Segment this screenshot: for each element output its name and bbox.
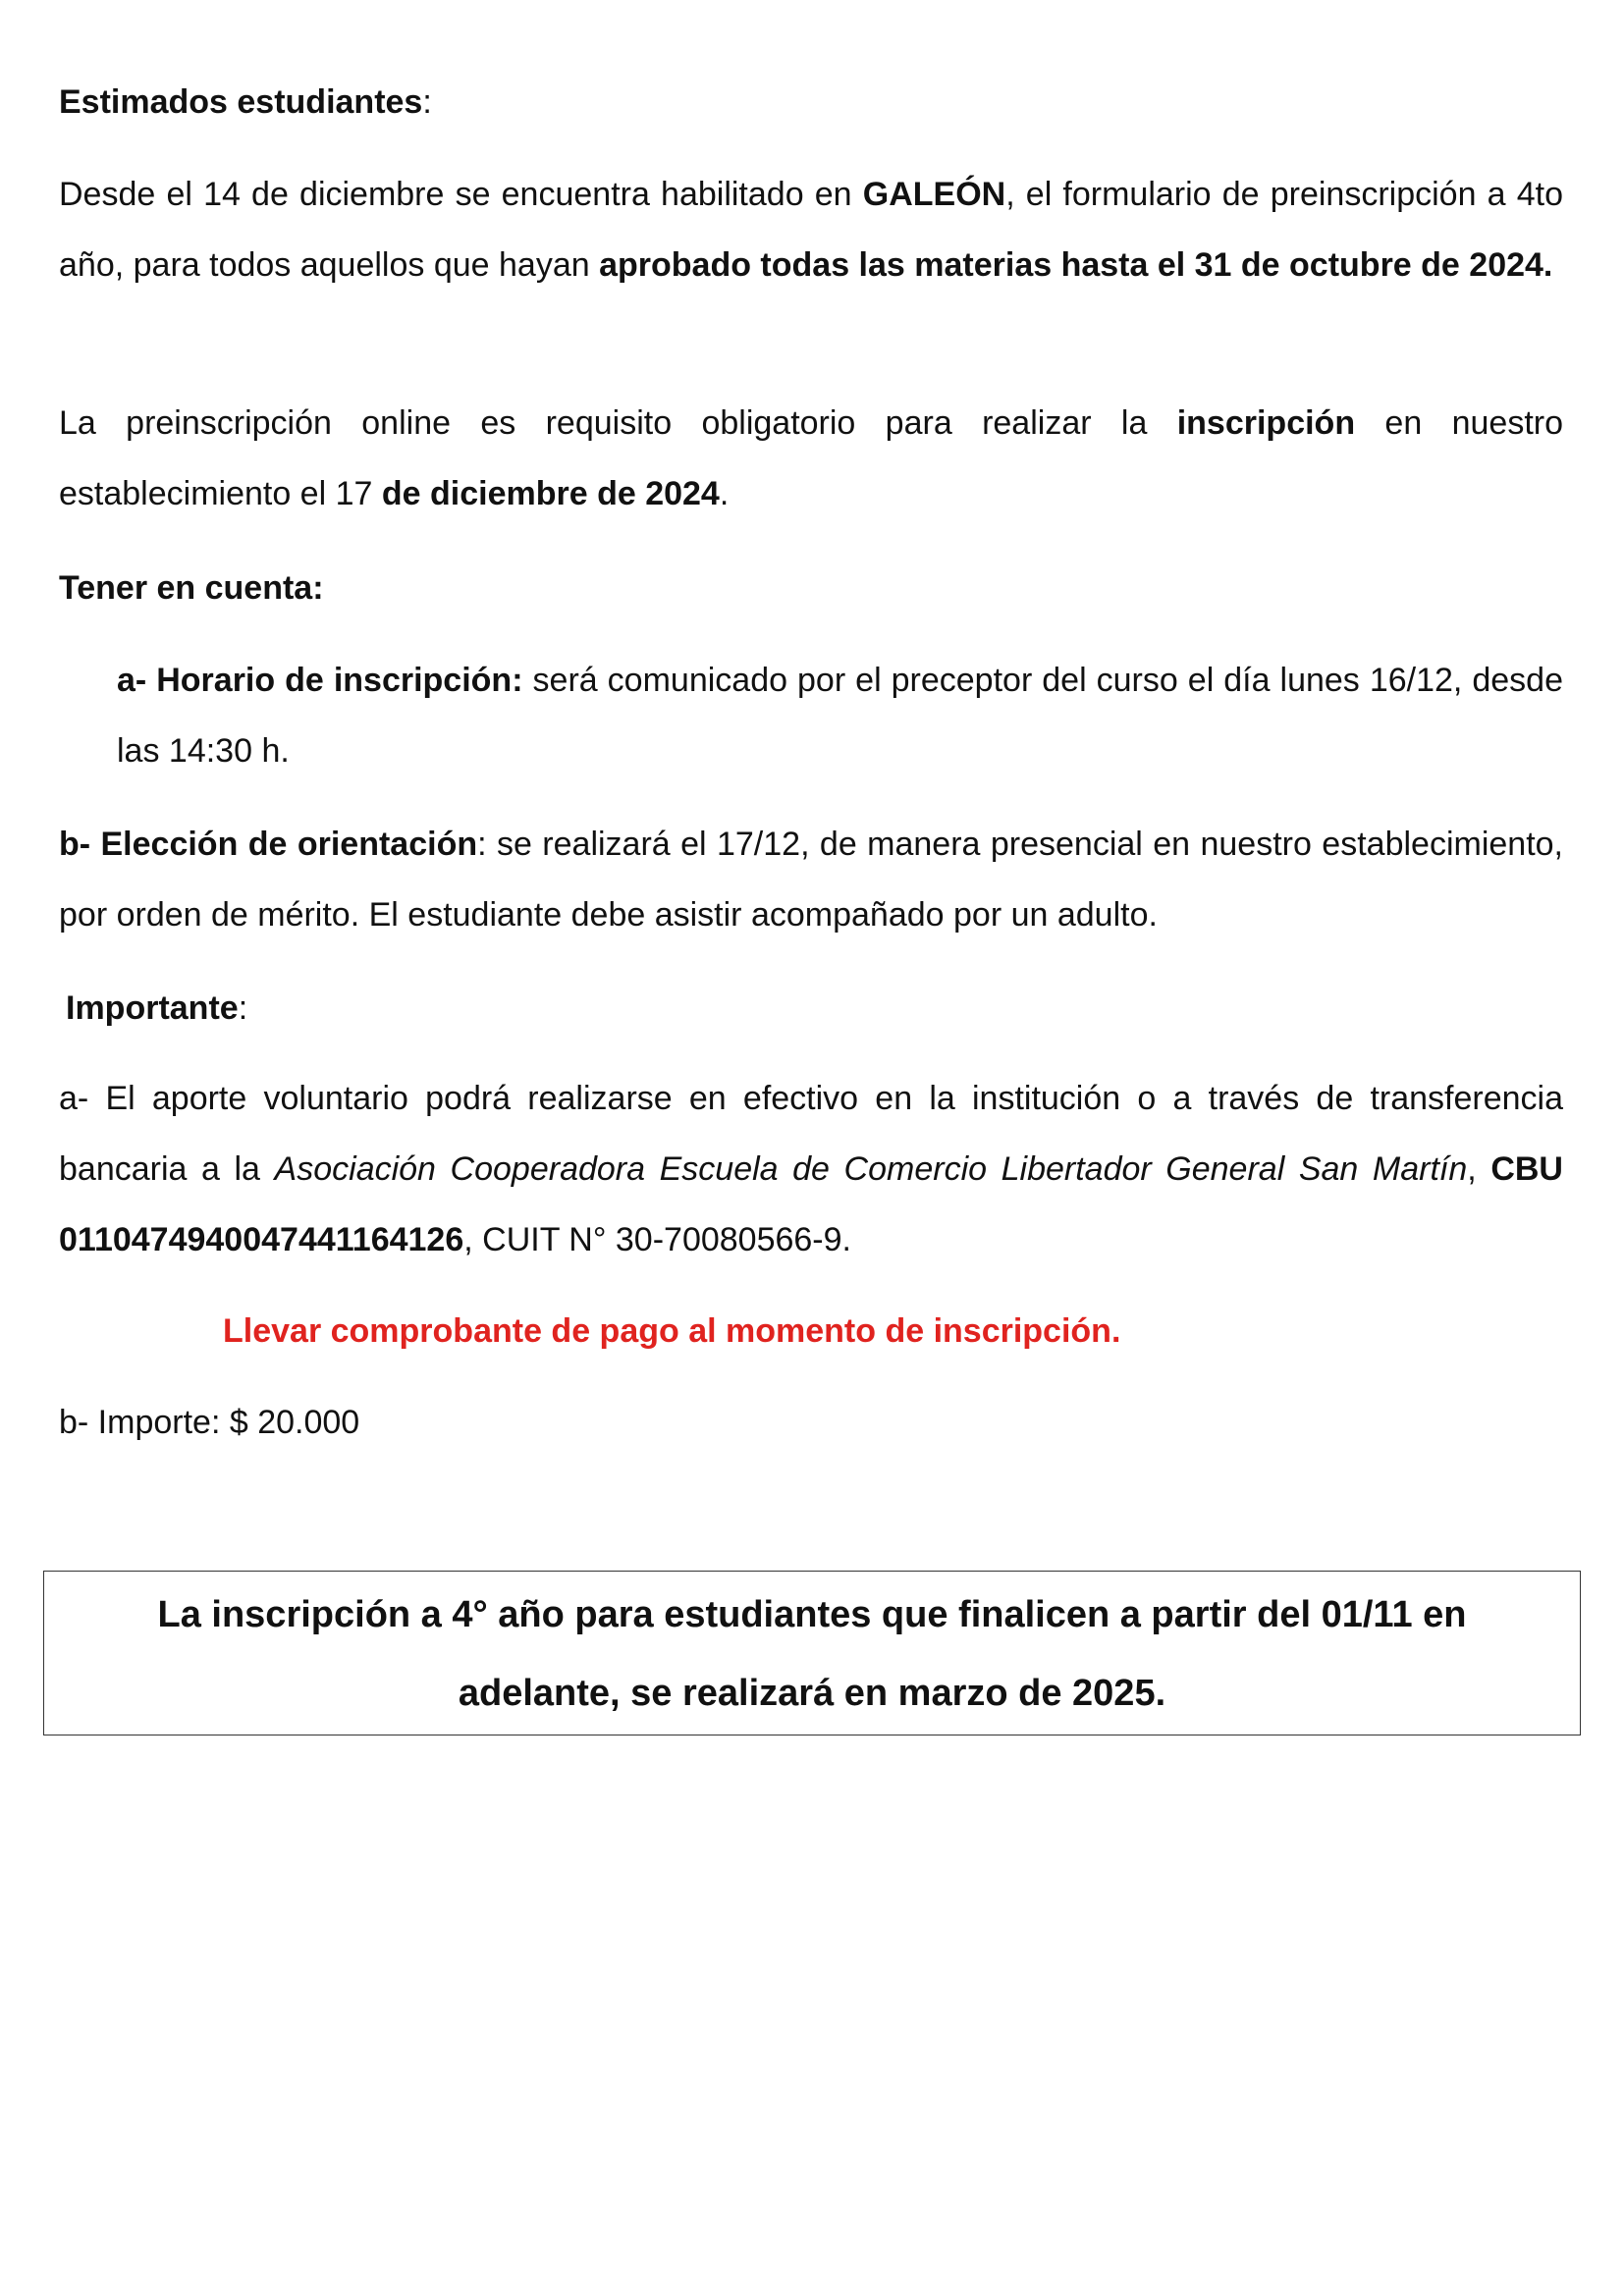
requisito-fecha: de diciembre de 2024	[381, 475, 720, 512]
intro-paragraph	[59, 159, 1563, 300]
item-b-orientacion	[59, 809, 1563, 950]
notice-box	[43, 1571, 1581, 1735]
asociacion-name: Asociación Cooperadora Escuela de Comercio Libertador General San Martín	[274, 1150, 1468, 1188]
item-a-label: a- Horario de inscripción:	[117, 662, 523, 699]
aporte-text-2: ,	[1467, 1150, 1491, 1188]
item-b-text: : se realizará el 17/12, de manera presencial en nuestro establecimiento, por orden de mérito. El estudiante debe asistir acompañado por un adulto.	[59, 826, 1563, 934]
requisito-text-2: en nuestro establecimiento el 17	[59, 404, 1564, 512]
notice-line-2: adelante, se realizará en marzo de 2025.	[458, 1673, 1166, 1714]
requisito-inscripcion: inscripción	[1176, 404, 1356, 442]
aporte-paragraph	[59, 1063, 1563, 1275]
requisito-text-3: .	[719, 475, 730, 512]
requisito-text-1: La preinscripción online es requisito obligatorio para realizar la	[59, 404, 1177, 442]
notice-line-1: La inscripción a 4° año para estudiantes que finalicen a partir del 01/11 en	[157, 1594, 1467, 1635]
intro-requirement: aprobado todas las materias hasta el 31 de octubre de 2024.	[599, 246, 1553, 284]
item-b-label: b- Elección de orientación	[59, 826, 478, 863]
greeting-title: Estimados estudiantes	[59, 83, 423, 121]
greeting-line	[59, 67, 1563, 137]
importante-title: Importante	[66, 989, 239, 1027]
importante-heading	[66, 973, 1570, 1043]
item-a-horario	[117, 645, 1563, 786]
aporte-text-3: , CUIT N° 30-70080566-9.	[463, 1221, 851, 1258]
galeon-name: GALEÓN	[862, 176, 1006, 213]
intro-text-2: , el formulario de preinscripción a 4to año, para todos aquellos que hayan	[59, 176, 1563, 284]
importe-line	[59, 1387, 1563, 1458]
importe-label: b- Importe:	[59, 1404, 230, 1441]
importante-colon: :	[238, 989, 248, 1027]
cbu-number: CBU 0110474940047441164126	[59, 1150, 1563, 1258]
llevar-comprobante-notice: Llevar comprobante de pago al momento de inscripción.	[223, 1312, 1121, 1350]
requisito-paragraph	[59, 388, 1563, 529]
tener-en-cuenta-heading: Tener en cuenta:	[59, 569, 324, 607]
greeting-colon: :	[422, 83, 432, 121]
item-a-text: será comunicado por el preceptor del curso el día lunes 16/12, desde las 14:30 h.	[117, 662, 1563, 770]
importe-amount: $ 20.000	[229, 1404, 360, 1441]
aporte-text-1: a- El aporte voluntario podrá realizarse en efectivo en la institución o a través de transferencia bancaria a la	[59, 1080, 1563, 1188]
intro-text-1: Desde el 14 de diciembre se encuentra habilitado en	[59, 176, 863, 213]
